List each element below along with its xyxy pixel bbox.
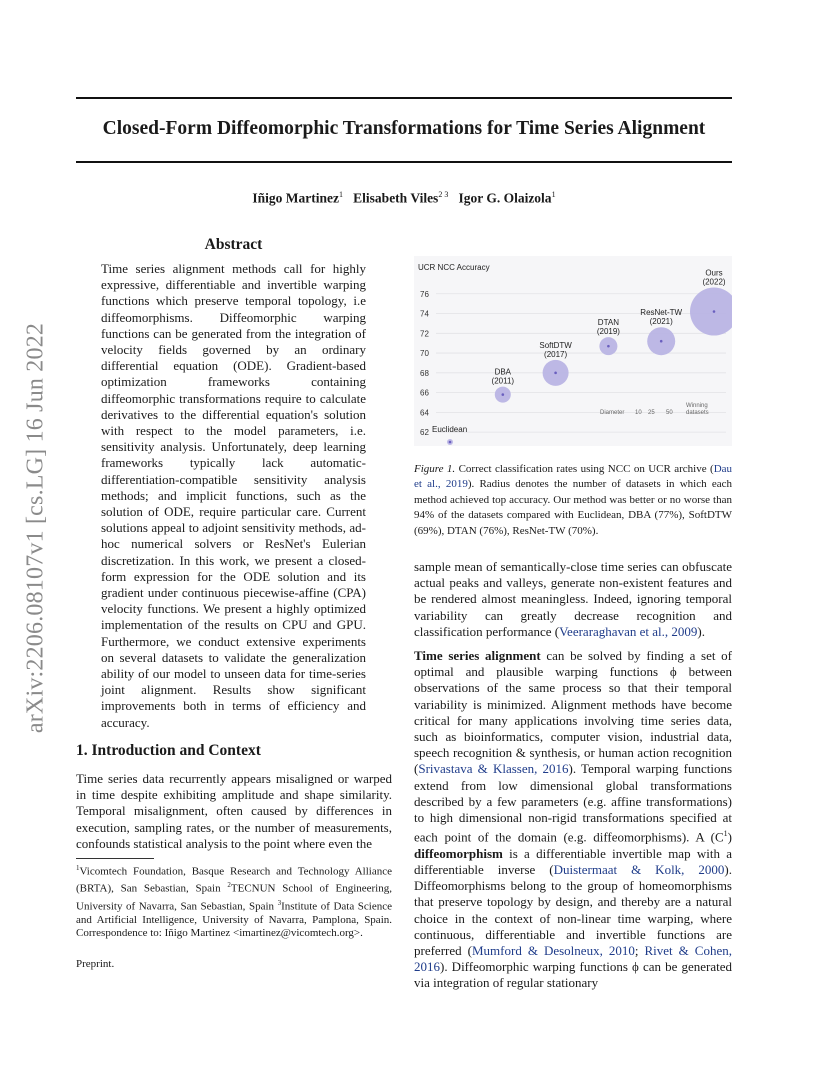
body-paragraph [414,648,732,992]
author-name: Iñigo Martinez [252,190,340,206]
citation-link[interactable]: Srivastava & Klassen, 2016 [418,761,569,777]
footnote-marker: 1 [76,864,80,872]
body-text: sample mean of semantically-close time series can obfuscate actual peaks and valleys, generate non-existent features and be rendered almost meaningless. Indeed, ignoring temporal variability can greatly decrease recognition and classification performance ( [414,559,732,639]
body-paragraph [414,559,732,640]
citation-link[interactable]: Dau et al., 2019 [414,463,733,491]
point-label: SoftDTW [539,340,572,350]
bubble-ours [690,288,732,336]
top-rule [76,97,732,99]
chart-grid [436,294,726,432]
chart-bubbles [447,288,732,445]
bubble-chart [414,256,732,446]
citation-link[interactable]: Duistermaat & Kolk, 2000 [553,861,725,877]
size-legend-value: 50 [666,410,673,416]
bubble-center [660,340,663,343]
author-affiliation: 1 [339,190,344,199]
footnote-rule [76,858,154,859]
body-text: can be solved by finding a set of optimal and plausible warping functions ϕ between observations of the same process so that their temporal variability is minimized. Alignment methods have become critical for many applications involving time series data, such as bioinformatics, computer vision, industrial data, speech recognition & synthesis, or human action recognition ( [414,648,732,777]
body-superscript: 1 [723,829,728,839]
footnote-marker: 2 [227,881,231,890]
body-text: ) [727,829,732,845]
bubble-center [607,345,610,348]
bubble-center [449,441,452,444]
figure-caption [414,462,732,539]
introduction-paragraph: Time series data recurrently appears misaligned or warped in time despite exhibiting amplitude and shape similarity. Temporal misalignment, often caused by differences in execution, sampling rates, or the number of measurements, confounds statistical analysis to the point where even the [76,771,392,851]
author-name: Igor G. Olaizola [458,190,552,206]
point-label: ResNet-TW [640,308,683,318]
figure-1-chart [414,256,732,446]
body-text: ). [697,623,705,639]
author-affiliation: 2 3 [438,190,449,199]
y-tick-label: 66 [420,388,429,398]
body-text: ; [634,942,645,958]
chart-title: UCR NCC Accuracy [418,263,490,272]
y-tick-label: 64 [420,408,429,418]
bubble-center [554,372,557,375]
abstract-heading: Abstract [204,236,263,253]
footnote-affiliation: Vicomtech Foundation, Basque Research and Technology Alliance (BRTA), San Sebastian, Spain [76,865,392,895]
preprint-label: Preprint. [76,958,115,970]
body-text: is a differentiable invertible map with a differentiable inverse ( [414,845,732,877]
point-year-label: (2017) [544,349,568,359]
body-text: ). Diffeomorphic warping functions ϕ can be generated via integration of regular stationary [414,959,732,991]
bubble-center [713,310,716,313]
size-legend-note: datasets [686,410,709,416]
run-in-heading: Time series alignment [414,648,541,663]
abstract-text: Time series alignment methods call for highly expressive, differentiable and invertible warping functions which preserve temporal topology, i.e diffeomorphisms. Diffeomorphic warping functions can be generated from the integration of velocity fields governed by an ordinary differential equation (ODE). Gradient-based optimization frameworks containing diffeomorphic transformations require to calculate derivatives to the differential equation's solution with respect to the model parameters, i.e. sensitivity analysis. Unfortunately, deep learning frameworks typically lack automatic-differentiation-compatible sensitivity analysis methods; and implicit functions, such as the solution of ODE, require particular care. Current solutions appeal to adjoint sensitivity methods, ad-hoc numerical solvers or ResNet's Eulerian discretization. In this work, we present a closed-form expression for the ODE solution and its gradient under continuous piecewise-affine (CPA) velocity functions. We present a highly optimized implementation of the results on CPU and GPU. Furthermore, we conduct extensive experiments on several datasets to validate the generalization ability of our model to unseen data for time-series joint alignment. Results show significant improvements both in terms of efficiency and accuracy. [101,261,366,730]
size-legend-note: Winning [686,403,708,409]
footnote-marker: 3 [277,898,282,907]
citation-link[interactable]: Mumford & Desolneux, 2010 [471,942,635,958]
point-year-label: (2019) [596,327,620,337]
size-legend [600,403,709,416]
author-list [76,190,732,207]
y-tick-label: 62 [420,428,429,438]
y-tick-label: 74 [420,309,429,319]
point-label: DBA [494,367,512,377]
size-legend-label: Diameter [600,410,625,416]
bubble-center [502,393,505,396]
title-bottom-rule [76,161,732,163]
body-text: ). Temporal warping functions extend from low dimensional global transformations described by a few parameters (e.g. affine transformations) to high dimensional non-rigid transformations specified at each point of the domain (e.g. diffeomorphisms). A (C [414,761,732,845]
footnote-affiliation: Institute of Data Science and Artificial Intelligence, University of Navarra, Pamplona, Spain. Correspondence to: Iñigo Martinez <imartinez@vicomtech.org>. [76,900,392,940]
footnote-affiliation: TECNUN School of Engineering, University of Navarra, San Sebastian, Spain [76,882,392,913]
citation-link[interactable]: Rivet & Cohen, 2016 [414,942,732,975]
bold-term: diffeomorphism [414,845,503,861]
caption-text: ). Radius denotes the number of datasets in which each method achieved top accuracy. Our method was better or no worse than 94% of the datasets compared with Euclidean, DBA (77%), SoftDTW (69%), DTAN (76%), ResNet-TW (70%). [414,478,732,537]
y-tick-label: 70 [420,349,429,359]
point-year-label: (2021) [649,317,673,327]
footnote [76,862,392,941]
size-legend-value: 10 [635,410,642,416]
point-label: DTAN [597,318,619,328]
point-year-label: (2011) [491,376,515,386]
author-affiliation: 1 [551,190,556,199]
y-tick-label: 72 [420,329,429,339]
section-heading-introduction: 1. Introduction and Context [76,742,261,759]
y-tick-label: 68 [420,368,429,378]
body-text: ). Diffeomorphisms belong to the group of homeomorphisms that preserve topology by design, and thereby are a natural choice in the context of non-linear time warping, where continuous, differentiable and invertible functions are preferred ( [414,861,732,958]
size-legend-value: 25 [648,410,655,416]
y-axis-ticks [420,290,429,437]
citation-link[interactable]: Veeraraghavan et al., 2009 [559,623,698,639]
point-year-label: (2022) [702,277,726,287]
y-tick-label: 76 [420,289,429,299]
author-name: Elisabeth Viles [353,190,439,206]
point-label: Euclidean [432,425,468,434]
paper-title: Closed-Form Diffeomorphic Transformations for Time Series Alignment [102,118,706,139]
caption-text: Correct classification rates using NCC on UCR archive ( [455,463,714,475]
point-label: Ours [705,268,723,278]
caption-label: Figure 1. [414,463,456,475]
arxiv-stamp: arXiv:2206.08107v1 [cs.LG] 16 Jun 2022 [22,322,49,734]
